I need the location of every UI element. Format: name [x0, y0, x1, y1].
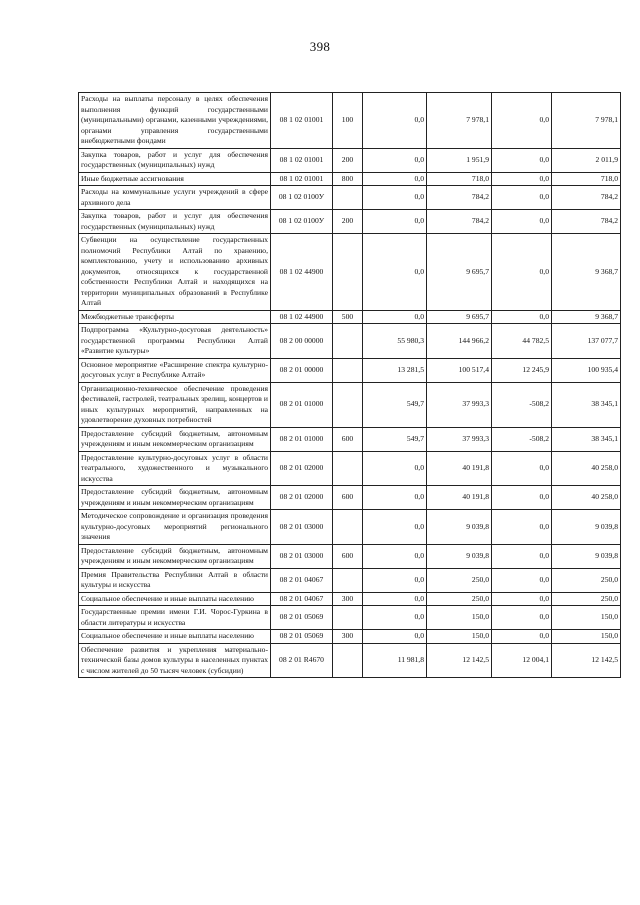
row-name-cell: Предоставление субсидий бюджетным, автономным учреждениям и иным некоммерческим организациям [79, 427, 271, 451]
row-value-2-cell: 250,0 [427, 592, 492, 606]
table-row [79, 172, 621, 186]
row-name-cell: Основное мероприятие «Расширение спектра культурно-досуговых услуг в Республике Алтай» [79, 358, 271, 382]
row-code-cell: 08 2 01 03000 [271, 510, 333, 545]
row-value-4-cell: 150,0 [552, 630, 621, 644]
row-code-cell: 08 1 02 0100У [271, 186, 333, 210]
row-value-3-cell: 0,0 [492, 172, 552, 186]
row-value-1-cell: 0,0 [363, 172, 427, 186]
row-value-4-cell: 250,0 [552, 592, 621, 606]
row-value-4-cell: 9 039,8 [552, 510, 621, 545]
row-value-1-cell: 0,0 [363, 148, 427, 172]
row-expense-type-cell: 600 [333, 544, 363, 568]
row-value-4-cell: 38 345,1 [552, 382, 621, 427]
row-name-cell: Социальное обеспечение и иные выплаты населению [79, 592, 271, 606]
row-value-3-cell: 0,0 [492, 93, 552, 149]
table-row [79, 606, 621, 630]
row-name-cell: Премия Правительства Республики Алтай в области культуры и искусства [79, 568, 271, 592]
row-value-3-cell: -508,2 [492, 382, 552, 427]
row-expense-type-cell: 500 [333, 310, 363, 324]
row-value-2-cell: 9 695,7 [427, 310, 492, 324]
row-value-3-cell: 0,0 [492, 310, 552, 324]
table-row [79, 210, 621, 234]
row-value-3-cell: 0,0 [492, 486, 552, 510]
row-expense-type-cell: 300 [333, 592, 363, 606]
row-expense-type-cell [333, 186, 363, 210]
row-value-1-cell: 0,0 [363, 486, 427, 510]
row-value-1-cell: 549,7 [363, 382, 427, 427]
row-name-cell: Субвенции на осуществление государственных полномочий Республики Алтай по хранению, комплектованию, учету и использованию архивных документов, относящихся к государственной собственности Республики Алтай и находящихся на территории муниципальных образований в Республике Алтай [79, 234, 271, 311]
row-value-1-cell: 0,0 [363, 234, 427, 311]
row-value-4-cell: 137 077,7 [552, 324, 621, 359]
row-value-3-cell: 44 782,5 [492, 324, 552, 359]
row-value-1-cell: 0,0 [363, 510, 427, 545]
table-row [79, 93, 621, 149]
row-value-3-cell: 0,0 [492, 210, 552, 234]
table-row [79, 592, 621, 606]
row-code-cell: 08 2 01 01000 [271, 382, 333, 427]
row-code-cell: 08 1 02 0100У [271, 210, 333, 234]
row-value-2-cell: 7 978,1 [427, 93, 492, 149]
row-value-2-cell: 40 191,8 [427, 451, 492, 486]
row-value-3-cell: 0,0 [492, 510, 552, 545]
row-value-4-cell: 38 345,1 [552, 427, 621, 451]
row-value-4-cell: 250,0 [552, 568, 621, 592]
row-code-cell: 08 2 01 03000 [271, 544, 333, 568]
row-value-4-cell: 100 935,4 [552, 358, 621, 382]
row-expense-type-cell: 600 [333, 486, 363, 510]
row-value-4-cell: 2 011,9 [552, 148, 621, 172]
row-value-3-cell: 12 245,9 [492, 358, 552, 382]
row-value-2-cell: 40 191,8 [427, 486, 492, 510]
row-value-1-cell: 0,0 [363, 630, 427, 644]
table-row [79, 382, 621, 427]
row-value-4-cell: 9 039,8 [552, 544, 621, 568]
row-value-3-cell: 12 004,1 [492, 643, 552, 678]
row-code-cell: 08 1 02 01001 [271, 93, 333, 149]
row-expense-type-cell [333, 234, 363, 311]
row-name-cell: Методическое сопровождение и организация проведения культурно-досуговых мероприятий регионального значения [79, 510, 271, 545]
row-code-cell: 08 2 01 04067 [271, 568, 333, 592]
row-value-4-cell: 12 142,5 [552, 643, 621, 678]
row-value-4-cell: 784,2 [552, 210, 621, 234]
row-value-2-cell: 100 517,4 [427, 358, 492, 382]
row-expense-type-cell [333, 510, 363, 545]
row-value-4-cell: 150,0 [552, 606, 621, 630]
row-value-1-cell: 0,0 [363, 93, 427, 149]
row-name-cell: Закупка товаров, работ и услуг для обеспечения государственных (муниципальных) нужд [79, 210, 271, 234]
row-value-4-cell: 718,0 [552, 172, 621, 186]
row-code-cell: 08 2 01 05069 [271, 606, 333, 630]
row-name-cell: Организационно-техническое обеспечение проведения фестивалей, гастролей, театральных зрелищ, концертов и иных культурных мероприятий, направленных на удовлетворение духовных потребностей [79, 382, 271, 427]
row-code-cell: 08 1 02 44900 [271, 310, 333, 324]
row-value-1-cell: 0,0 [363, 544, 427, 568]
row-name-cell: Предоставление культурно-досуговых услуг в области театрального, художественного и музыкального искусства [79, 451, 271, 486]
row-value-2-cell: 250,0 [427, 568, 492, 592]
row-value-3-cell: 0,0 [492, 630, 552, 644]
row-value-2-cell: 150,0 [427, 606, 492, 630]
row-name-cell: Межбюджетные трансферты [79, 310, 271, 324]
budget-table [78, 92, 621, 678]
row-value-2-cell: 12 142,5 [427, 643, 492, 678]
table-row [79, 427, 621, 451]
table-row [79, 324, 621, 359]
row-code-cell: 08 1 02 01001 [271, 172, 333, 186]
row-code-cell: 08 2 01 02000 [271, 486, 333, 510]
row-value-3-cell: 0,0 [492, 148, 552, 172]
row-value-1-cell: 549,7 [363, 427, 427, 451]
row-value-4-cell: 9 368,7 [552, 310, 621, 324]
row-value-2-cell: 9 039,8 [427, 510, 492, 545]
row-code-cell: 08 2 00 00000 [271, 324, 333, 359]
row-value-3-cell: 0,0 [492, 544, 552, 568]
table-row [79, 568, 621, 592]
row-value-1-cell: 13 281,5 [363, 358, 427, 382]
table-row [79, 451, 621, 486]
row-value-1-cell: 11 981,8 [363, 643, 427, 678]
table-row [79, 186, 621, 210]
row-name-cell: Подпрограмма «Культурно-досуговая деятельность» государственной программы Республики Алтай «Развитие культуры» [79, 324, 271, 359]
row-code-cell: 08 2 01 02000 [271, 451, 333, 486]
table-row [79, 630, 621, 644]
row-value-2-cell: 144 966,2 [427, 324, 492, 359]
row-value-2-cell: 1 951,9 [427, 148, 492, 172]
row-value-1-cell: 0,0 [363, 592, 427, 606]
row-expense-type-cell [333, 358, 363, 382]
row-value-2-cell: 37 993,3 [427, 382, 492, 427]
row-value-3-cell: 0,0 [492, 568, 552, 592]
row-expense-type-cell: 200 [333, 148, 363, 172]
row-value-2-cell: 784,2 [427, 210, 492, 234]
row-name-cell: Закупка товаров, работ и услуг для обеспечения государственных (муниципальных) нужд [79, 148, 271, 172]
row-expense-type-cell: 100 [333, 93, 363, 149]
row-name-cell: Иные бюджетные ассигнования [79, 172, 271, 186]
row-expense-type-cell [333, 324, 363, 359]
row-value-2-cell: 784,2 [427, 186, 492, 210]
row-value-2-cell: 9 695,7 [427, 234, 492, 311]
row-name-cell: Предоставление субсидий бюджетным, автономным учреждениям и иным некоммерческим организациям [79, 486, 271, 510]
row-value-4-cell: 784,2 [552, 186, 621, 210]
row-value-3-cell: 0,0 [492, 606, 552, 630]
row-value-4-cell: 40 258,0 [552, 451, 621, 486]
row-value-3-cell: 0,0 [492, 592, 552, 606]
row-name-cell: Социальное обеспечение и иные выплаты населению [79, 630, 271, 644]
row-code-cell: 08 1 02 01001 [271, 148, 333, 172]
row-value-2-cell: 9 039,8 [427, 544, 492, 568]
row-name-cell: Расходы на коммунальные услуги учреждений в сфере архивного дела [79, 186, 271, 210]
row-expense-type-cell: 800 [333, 172, 363, 186]
row-value-1-cell: 0,0 [363, 606, 427, 630]
row-expense-type-cell [333, 451, 363, 486]
row-value-2-cell: 37 993,3 [427, 427, 492, 451]
row-expense-type-cell: 200 [333, 210, 363, 234]
row-code-cell: 08 2 01 R4670 [271, 643, 333, 678]
row-name-cell: Расходы на выплаты персоналу в целях обеспечения выполнения функций государственными (муниципальными) органами, казенными учреждениями, органами управления государственными внебюджетными фондами [79, 93, 271, 149]
table-row [79, 310, 621, 324]
table-row [79, 358, 621, 382]
row-expense-type-cell [333, 382, 363, 427]
row-name-cell: Предоставление субсидий бюджетным, автономным учреждениям и иным некоммерческим организациям [79, 544, 271, 568]
row-expense-type-cell [333, 643, 363, 678]
row-code-cell: 08 2 01 00000 [271, 358, 333, 382]
row-code-cell: 08 2 01 01000 [271, 427, 333, 451]
row-name-cell: Государственные премии имени Г.И. Чорос-Гуркина в области литературы и искусства [79, 606, 271, 630]
row-code-cell: 08 1 02 44900 [271, 234, 333, 311]
row-value-4-cell: 9 368,7 [552, 234, 621, 311]
row-value-1-cell: 0,0 [363, 210, 427, 234]
row-value-1-cell: 0,0 [363, 451, 427, 486]
row-value-1-cell: 0,0 [363, 568, 427, 592]
row-value-2-cell: 718,0 [427, 172, 492, 186]
row-value-4-cell: 40 258,0 [552, 486, 621, 510]
row-value-3-cell: 0,0 [492, 451, 552, 486]
row-code-cell: 08 2 01 04067 [271, 592, 333, 606]
row-code-cell: 08 2 01 05069 [271, 630, 333, 644]
row-expense-type-cell [333, 568, 363, 592]
row-value-4-cell: 7 978,1 [552, 93, 621, 149]
table-row [79, 486, 621, 510]
row-value-2-cell: 150,0 [427, 630, 492, 644]
row-value-3-cell: 0,0 [492, 186, 552, 210]
row-value-1-cell: 0,0 [363, 310, 427, 324]
table-row [79, 643, 621, 678]
row-value-3-cell: -508,2 [492, 427, 552, 451]
page-number: 398 [309, 39, 331, 54]
row-name-cell: Обеспечение развития и укрепления материально-технической базы домов культуры в населенных пунктах с числом жителей до 50 тысяч человек (субсидии) [79, 643, 271, 678]
row-value-1-cell: 55 980,3 [363, 324, 427, 359]
row-expense-type-cell: 300 [333, 630, 363, 644]
table-row [79, 234, 621, 311]
table-row [79, 148, 621, 172]
row-expense-type-cell [333, 606, 363, 630]
table-row [79, 510, 621, 545]
row-value-1-cell: 0,0 [363, 186, 427, 210]
table-row [79, 544, 621, 568]
row-value-3-cell: 0,0 [492, 234, 552, 311]
row-expense-type-cell: 600 [333, 427, 363, 451]
